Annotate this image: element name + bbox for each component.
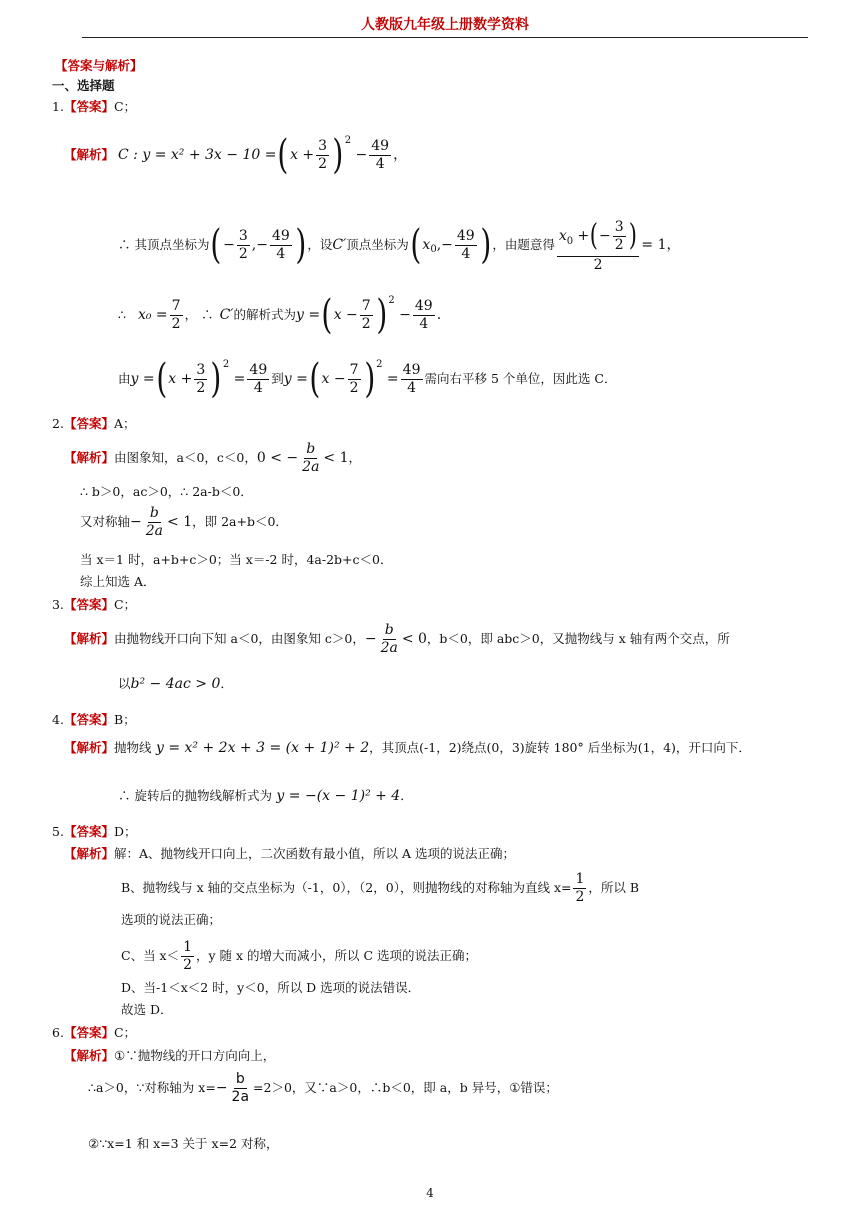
q6-answer-line (52, 1025, 136, 1041)
q3-line1: 【解析】 由抛物线开口向下知 a＜0，由图象知 c＞0， − $\frac{b}{2a}$ < 0 ，b＜0，即 abc＞0，又抛物线与 x 轴有两个交点，所 (64, 621, 730, 656)
frac-den: 2 (238, 245, 248, 262)
q5-text2b: ，所以 B (588, 880, 640, 895)
frac-num: 3 (318, 137, 328, 154)
q3-answer: C； (113, 597, 137, 612)
frac-num: 3 (196, 361, 206, 378)
frac-num: 3 (614, 218, 624, 235)
q2-line3: 又对称轴 − $\frac{b}{2a}$ < 1 ，即 2a+b＜0． (80, 504, 288, 539)
q1-end-text: 需向右平移 5 个单位，因此选 C． (424, 371, 617, 386)
q2-answer: A； (113, 416, 136, 431)
q3-text2b: ． (220, 676, 233, 691)
q4-line2: ∴ 旋转后的抛物线解析式为 y = −(x − 1)² + 4 ． (118, 788, 413, 804)
q5-line3: 选项的说法正确； (121, 912, 222, 927)
answer-label: 【答案】 (63, 824, 114, 839)
q6-answer: C； (113, 1025, 137, 1040)
frac-den: 4 (375, 155, 385, 172)
q2-answer-line (52, 416, 135, 432)
frac-num: 49 (402, 361, 421, 378)
q1-x0: x₀ = (137, 307, 168, 323)
frac-num: 7 (361, 297, 371, 314)
section-title: 【答案与解析】 (55, 58, 143, 73)
q2-line2: ∴ b＞0，ac＞0，∴ 2a-b＜0． (80, 484, 253, 499)
q6-text2b: =2＞0，又∵a＞0，∴b＜0，即 a，b 异号， (253, 1080, 510, 1095)
q4-text2b: ． (400, 788, 413, 803)
q5-line2: B、抛物线与 x 轴的交点坐标为（-1，0），（2，0），则抛物线的对称轴为直线 x= $\frac{1}{2}$ ，所以 B (121, 870, 640, 905)
page-number: 4 (426, 1186, 434, 1200)
frac-den: 2 (349, 379, 359, 396)
q1-analysis-line1: 【解析】 C : y = x² + 3x − 10 = ( x + $\frac{3}{2}$ ) 2 − $\frac{49}{4}$ ， (64, 132, 408, 178)
q6-line2: ∴a＞0，∵对称轴为 x= − $\frac{b}{2a}$ =2＞0，又∵a＞0，∴b＜0，即 a，b 异号， ① 错误； (88, 1070, 558, 1105)
q1-minus: − (355, 147, 368, 163)
therefore: ， ∴ (184, 307, 214, 322)
q3-line2: 以 b² − 4ac > 0 ． (118, 676, 233, 692)
frac-den: 2 (614, 236, 624, 253)
q1-set-text: ，设 (307, 237, 333, 252)
frac-num: 49 (371, 137, 390, 154)
q4-answer: B； (113, 712, 136, 727)
q2-line1: 【解析】 由图象知，a＜0，c＜0， 0 < − $\frac{b}{2a}$ < 1 ， (64, 440, 362, 475)
q2-number: 2. (52, 416, 64, 431)
q6-text3: ∵x=1 和 x=3 关于 x=2 对称， (99, 1136, 279, 1151)
q4-line1: 【解析】 抛物线 y = x² + 2x + 3 = (x + 1)² + 2 ，其顶点(-1，2)绕点(0，3)旋转 180° 后坐标为(1，4)，开口向下． (64, 740, 751, 756)
frac-den: 4 (461, 245, 471, 262)
comma: ， (393, 147, 408, 163)
q1-expr: C : y = x² + 3x − 10 = (118, 147, 277, 163)
frac-num: 49 (249, 361, 268, 378)
frac-num: 3 (238, 227, 248, 244)
frac-num: 49 (414, 297, 433, 314)
q1-answer-line (52, 99, 136, 115)
page-header: 人教版九年级上册数学资料 (82, 14, 808, 38)
therefore: ∴ (118, 307, 126, 322)
frac-den: 4 (276, 245, 286, 262)
frac-num: 49 (271, 227, 290, 244)
q5-line6: 故选 D． (121, 1002, 173, 1017)
analysis-label: 【解析】 (64, 1048, 115, 1063)
answer-label: 【答案】 (63, 712, 114, 727)
q6-circle-one: ① (114, 1048, 126, 1063)
q6-line3 (88, 1136, 278, 1152)
frac-den: 4 (407, 379, 417, 396)
q5-line4: C、当 x＜ $\frac{1}{2}$ ，y 随 x 的增大而减小，所以 C 选项的说法正确； (121, 938, 478, 973)
analysis-label: 【解析】 (64, 450, 115, 465)
q6-text2c: 错误； (520, 1080, 558, 1095)
analysis-label: 【解析】 (64, 631, 115, 646)
q1-number: 1. (52, 99, 64, 114)
q5-text4a: C、当 x＜ (121, 948, 180, 963)
q2-text1: 由图象知，a＜0，c＜0， (114, 450, 257, 465)
q1-cprime-text: 的解析式为 (233, 307, 296, 322)
q4-text1b: ，其顶点(-1，2)绕点(0，3)旋转 180° 后坐标为(1，4)，开口向下． (369, 740, 751, 755)
q1-to: 到 (271, 371, 284, 386)
answer-label: 【答案】 (63, 416, 114, 431)
q2-text3b: ，即 2a+b＜0． (192, 514, 288, 529)
frac-den: 2 (593, 257, 603, 273)
q3-text2a: 以 (118, 676, 131, 691)
q5-text4b: ，y 随 x 的增大而减小，所以 C 选项的说法正确； (196, 948, 478, 963)
frac-num: 7 (349, 361, 359, 378)
answer-label: 【答案】 (63, 1025, 114, 1040)
q5-answer-line (52, 824, 136, 840)
q6-text1: ∵抛物线的开口方向向上， (125, 1048, 276, 1063)
q2-line5: 综上知选 A． (80, 574, 156, 589)
q4-text2a: ∴ 旋转后的抛物线解析式为 (118, 788, 272, 803)
q4-text1a: 抛物线 (114, 740, 152, 755)
q5-number: 5. (52, 824, 64, 839)
q1-vertex-text: ∴ 其顶点坐标为 (118, 237, 210, 252)
q6-text2a: ∴a＞0，∵对称轴为 x= (88, 1080, 216, 1095)
answer-label: 【答案】 (63, 99, 114, 114)
q5-line1 (64, 846, 515, 862)
analysis-label: 【解析】 (64, 740, 115, 755)
frac-den: 4 (419, 315, 429, 332)
q5-answer: D； (113, 824, 137, 839)
q1-analysis-line4: 由 y = ( x + $\frac{3}{2}$ ) 2 = $\frac{49}{4}$ 到 y = ( x − $\frac{7}{2}$ ) 2 = $\frac{49}{4}$ 需向右平移 5 个单位，因此选 C． (118, 356, 617, 402)
frac-den: 2 (318, 155, 328, 172)
q6-number: 6. (52, 1025, 64, 1040)
q6-line1 (64, 1048, 275, 1064)
frac-den: 4 (253, 379, 263, 396)
q5-text1: 解：A、抛物线开口向上，二次函数有最小值，所以 A 选项的说法正确； (114, 846, 516, 861)
q3-number: 3. (52, 597, 64, 612)
q1-given-text: ，由题意得 (492, 237, 555, 252)
part-title: 一、选择题 (52, 78, 115, 93)
q6-circle-one: ① (509, 1080, 521, 1095)
comma: ， (348, 450, 362, 465)
q5-line5: D、当-1＜x＜2 时，y＜0，所以 D 选项的说法错误． (121, 980, 421, 995)
q1-analysis-line2: ∴ 其顶点坐标为 ( − $\frac{3}{2}$ ,− $\frac{49}{4}$ ) ，设 C′ 顶点坐标为 ( x 0 ,− $\frac{49}{4}$ ) ，由题意得 x 0 + ( − $\frac{3}{2}$ ) 2 = 1， (118, 218, 681, 273)
frac-den: 2 (196, 379, 206, 396)
frac-num: 49 (456, 227, 475, 244)
q6-circle-two: ② (88, 1136, 100, 1151)
q5-text2a: B、抛物线与 x 轴的交点坐标为（-1，0），（2，0），则抛物线的对称轴为直线 x= (121, 880, 572, 895)
analysis-label: 【解析】 (64, 147, 115, 162)
q1-set-text2: 顶点坐标为 (346, 237, 409, 252)
q1-answer: C； (113, 99, 137, 114)
q4-answer-line (52, 712, 136, 728)
analysis-label: 【解析】 (64, 846, 115, 861)
q2-text3a: 又对称轴 (80, 514, 131, 529)
frac-den: 2 (361, 315, 371, 332)
q1-eq1: = 1， (641, 237, 681, 253)
frac-den: 2 (171, 315, 181, 332)
q1-from: 由 (118, 371, 131, 386)
q3-text1b: ，b＜0，即 abc＞0，又抛物线与 x 轴有两个交点，所 (426, 631, 730, 646)
q4-number: 4. (52, 712, 64, 727)
q1-analysis-line3: ∴ x₀ = $\frac{7}{2}$ ， ∴ C′ 的解析式为 y = ( x − $\frac{7}{2}$ ) 2 − $\frac{49}{4}$ . (118, 292, 442, 338)
q3-answer-line (52, 597, 136, 613)
q3-text1a: 由抛物线开口向下知 a＜0，由图象知 c＞0， (114, 631, 365, 646)
answer-label: 【答案】 (63, 597, 114, 612)
q2-line4: 当 x＝1 时，a+b+c＞0；当 x＝-2 时，4a-2b+c＜0． (80, 552, 393, 567)
frac-num: 7 (171, 297, 181, 314)
